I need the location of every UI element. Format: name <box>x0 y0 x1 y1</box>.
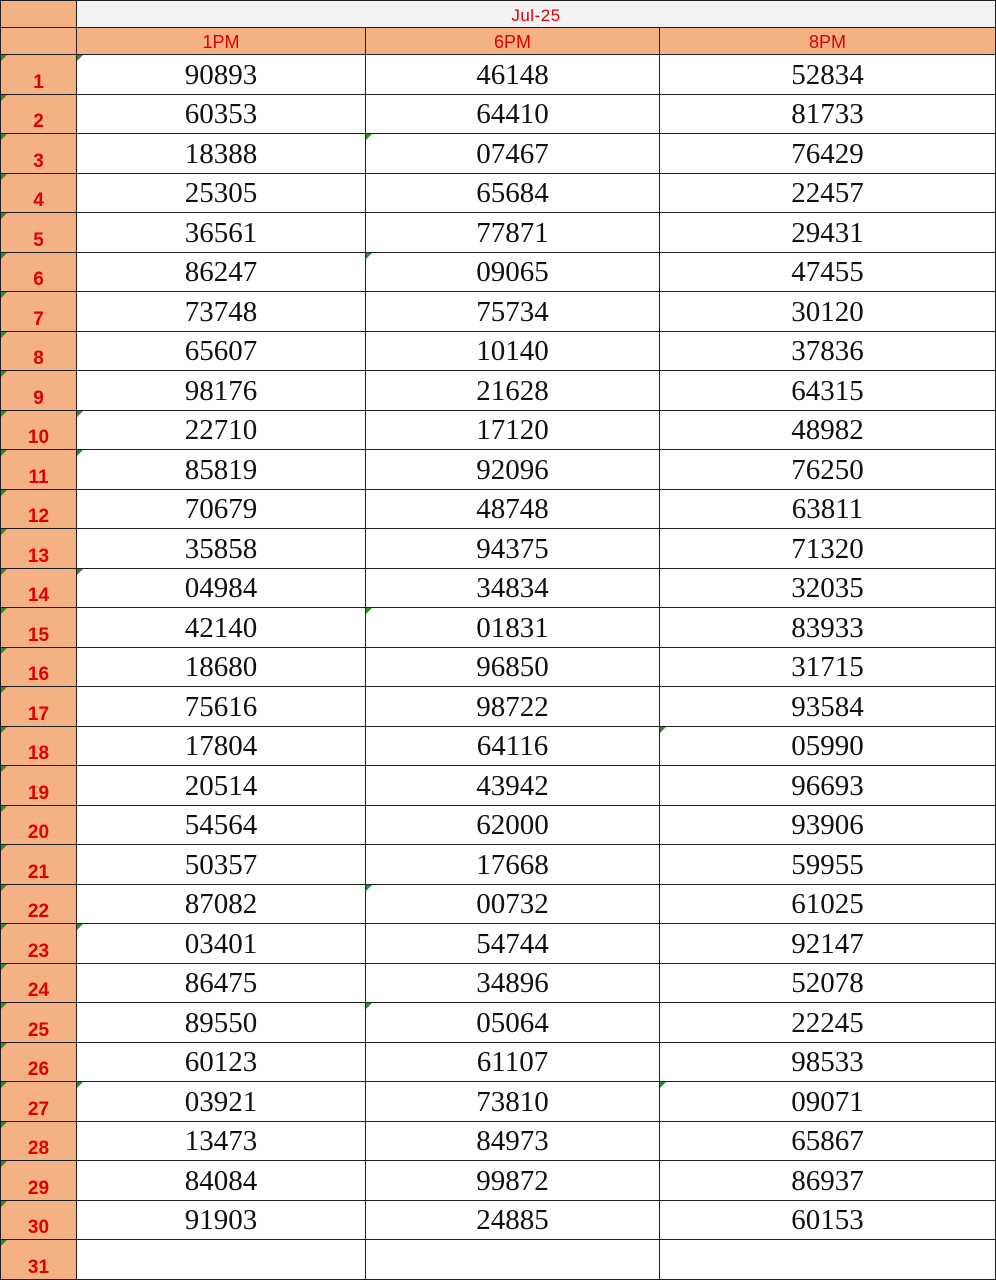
cell-6pm[interactable]: 21628 <box>366 371 660 411</box>
column-header-8pm[interactable]: 8PM <box>660 28 996 55</box>
row-label[interactable]: 8 <box>0 332 77 372</box>
row-label[interactable]: 9 <box>0 371 77 411</box>
cell-1pm[interactable]: 13473 <box>77 1122 366 1162</box>
cell-6pm[interactable]: 65684 <box>366 174 660 214</box>
cell-1pm[interactable]: 03401 <box>77 924 366 964</box>
cell-6pm[interactable]: 34896 <box>366 964 660 1004</box>
row-label[interactable]: 30 <box>0 1201 77 1241</box>
row-label[interactable]: 12 <box>0 490 77 530</box>
row-label[interactable]: 5 <box>0 213 77 253</box>
cell-8pm[interactable] <box>660 1240 996 1280</box>
cell-8pm[interactable]: 64315 <box>660 371 996 411</box>
row-label[interactable]: 7 <box>0 292 77 332</box>
cell-6pm[interactable]: 84973 <box>366 1122 660 1162</box>
cell-6pm[interactable]: 75734 <box>366 292 660 332</box>
cell-1pm[interactable]: 91903 <box>77 1201 366 1241</box>
row-label[interactable]: 21 <box>0 845 77 885</box>
column-header-1pm[interactable]: 1PM <box>77 28 366 55</box>
cell-1pm[interactable]: 03921 <box>77 1082 366 1122</box>
cell-1pm[interactable]: 36561 <box>77 213 366 253</box>
row-label[interactable]: 10 <box>0 411 77 451</box>
cell-8pm[interactable]: 76429 <box>660 134 996 174</box>
row-label[interactable]: 2 <box>0 95 77 135</box>
cell-8pm[interactable]: 09071 <box>660 1082 996 1122</box>
cell-1pm[interactable]: 70679 <box>77 490 366 530</box>
cell-1pm[interactable]: 87082 <box>77 885 366 925</box>
cell-8pm[interactable]: 31715 <box>660 648 996 688</box>
cell-8pm[interactable]: 47455 <box>660 253 996 293</box>
cell-8pm[interactable]: 93906 <box>660 806 996 846</box>
cell-6pm[interactable]: 34834 <box>366 569 660 609</box>
cell-8pm[interactable]: 32035 <box>660 569 996 609</box>
cell-8pm[interactable]: 30120 <box>660 292 996 332</box>
cell-6pm[interactable]: 05064 <box>366 1003 660 1043</box>
cell-6pm[interactable]: 17120 <box>366 411 660 451</box>
corner-cell[interactable] <box>0 0 77 28</box>
month-title[interactable]: Jul-25 <box>77 0 996 28</box>
cell-8pm[interactable]: 60153 <box>660 1201 996 1241</box>
cell-1pm[interactable] <box>77 1240 366 1280</box>
cell-1pm[interactable]: 85819 <box>77 450 366 490</box>
cell-6pm[interactable]: 01831 <box>366 608 660 648</box>
cell-1pm[interactable]: 84084 <box>77 1161 366 1201</box>
cell-1pm[interactable]: 04984 <box>77 569 366 609</box>
row-label[interactable]: 26 <box>0 1043 77 1083</box>
cell-6pm[interactable]: 98722 <box>366 687 660 727</box>
cell-6pm[interactable]: 99872 <box>366 1161 660 1201</box>
cell-6pm[interactable]: 94375 <box>366 529 660 569</box>
cell-8pm[interactable]: 81733 <box>660 95 996 135</box>
cell-6pm[interactable]: 92096 <box>366 450 660 490</box>
cell-6pm[interactable]: 54744 <box>366 924 660 964</box>
cell-1pm[interactable]: 17804 <box>77 727 366 767</box>
row-label[interactable]: 27 <box>0 1082 77 1122</box>
cell-1pm[interactable]: 98176 <box>77 371 366 411</box>
row-label[interactable]: 16 <box>0 648 77 688</box>
cell-6pm[interactable]: 62000 <box>366 806 660 846</box>
cell-1pm[interactable]: 50357 <box>77 845 366 885</box>
cell-8pm[interactable]: 71320 <box>660 529 996 569</box>
cell-6pm[interactable]: 43942 <box>366 766 660 806</box>
cell-1pm[interactable]: 86475 <box>77 964 366 1004</box>
row-label[interactable]: 19 <box>0 766 77 806</box>
cell-1pm[interactable]: 65607 <box>77 332 366 372</box>
cell-6pm[interactable]: 64116 <box>366 727 660 767</box>
row-label[interactable]: 4 <box>0 174 77 214</box>
cell-8pm[interactable]: 37836 <box>660 332 996 372</box>
row-label[interactable]: 11 <box>0 450 77 490</box>
cell-1pm[interactable]: 18680 <box>77 648 366 688</box>
cell-6pm[interactable]: 64410 <box>366 95 660 135</box>
row-label[interactable]: 25 <box>0 1003 77 1043</box>
cell-6pm[interactable]: 24885 <box>366 1201 660 1241</box>
cell-1pm[interactable]: 60123 <box>77 1043 366 1083</box>
cell-1pm[interactable]: 73748 <box>77 292 366 332</box>
cell-8pm[interactable]: 63811 <box>660 490 996 530</box>
cell-8pm[interactable]: 22457 <box>660 174 996 214</box>
cell-6pm[interactable]: 00732 <box>366 885 660 925</box>
cell-1pm[interactable]: 60353 <box>77 95 366 135</box>
cell-6pm[interactable]: 07467 <box>366 134 660 174</box>
row-label[interactable]: 28 <box>0 1122 77 1162</box>
row-label[interactable]: 24 <box>0 964 77 1004</box>
cell-8pm[interactable]: 52834 <box>660 55 996 95</box>
row-label[interactable]: 23 <box>0 924 77 964</box>
row-label[interactable]: 18 <box>0 727 77 767</box>
cell-8pm[interactable]: 76250 <box>660 450 996 490</box>
row-label[interactable]: 6 <box>0 253 77 293</box>
row-label[interactable]: 20 <box>0 806 77 846</box>
cell-6pm[interactable]: 09065 <box>366 253 660 293</box>
row-label[interactable]: 15 <box>0 608 77 648</box>
cell-1pm[interactable]: 75616 <box>77 687 366 727</box>
cell-8pm[interactable]: 05990 <box>660 727 996 767</box>
cell-8pm[interactable]: 52078 <box>660 964 996 1004</box>
cell-1pm[interactable]: 35858 <box>77 529 366 569</box>
row-header-blank[interactable] <box>0 28 77 55</box>
cell-8pm[interactable]: 92147 <box>660 924 996 964</box>
cell-1pm[interactable]: 42140 <box>77 608 366 648</box>
row-label[interactable]: 14 <box>0 569 77 609</box>
cell-1pm[interactable]: 54564 <box>77 806 366 846</box>
cell-8pm[interactable]: 83933 <box>660 608 996 648</box>
row-label[interactable]: 17 <box>0 687 77 727</box>
cell-8pm[interactable]: 93584 <box>660 687 996 727</box>
cell-6pm[interactable]: 10140 <box>366 332 660 372</box>
cell-1pm[interactable]: 25305 <box>77 174 366 214</box>
cell-8pm[interactable]: 59955 <box>660 845 996 885</box>
cell-1pm[interactable]: 22710 <box>77 411 366 451</box>
cell-6pm[interactable]: 46148 <box>366 55 660 95</box>
cell-1pm[interactable]: 86247 <box>77 253 366 293</box>
cell-8pm[interactable]: 29431 <box>660 213 996 253</box>
cell-8pm[interactable]: 96693 <box>660 766 996 806</box>
cell-6pm[interactable]: 17668 <box>366 845 660 885</box>
cell-1pm[interactable]: 90893 <box>77 55 366 95</box>
cell-8pm[interactable]: 48982 <box>660 411 996 451</box>
cell-1pm[interactable]: 89550 <box>77 1003 366 1043</box>
row-label[interactable]: 29 <box>0 1161 77 1201</box>
cell-6pm[interactable]: 73810 <box>366 1082 660 1122</box>
cell-8pm[interactable]: 86937 <box>660 1161 996 1201</box>
cell-8pm[interactable]: 98533 <box>660 1043 996 1083</box>
cell-8pm[interactable]: 22245 <box>660 1003 996 1043</box>
cell-8pm[interactable]: 65867 <box>660 1122 996 1162</box>
cell-6pm[interactable] <box>366 1240 660 1280</box>
row-label[interactable]: 13 <box>0 529 77 569</box>
row-label[interactable]: 3 <box>0 134 77 174</box>
row-label[interactable]: 22 <box>0 885 77 925</box>
cell-6pm[interactable]: 96850 <box>366 648 660 688</box>
row-label[interactable]: 31 <box>0 1240 77 1280</box>
cell-1pm[interactable]: 20514 <box>77 766 366 806</box>
cell-6pm[interactable]: 61107 <box>366 1043 660 1083</box>
cell-1pm[interactable]: 18388 <box>77 134 366 174</box>
row-label[interactable]: 1 <box>0 55 77 95</box>
column-header-6pm[interactable]: 6PM <box>366 28 660 55</box>
cell-6pm[interactable]: 77871 <box>366 213 660 253</box>
cell-6pm[interactable]: 48748 <box>366 490 660 530</box>
cell-8pm[interactable]: 61025 <box>660 885 996 925</box>
